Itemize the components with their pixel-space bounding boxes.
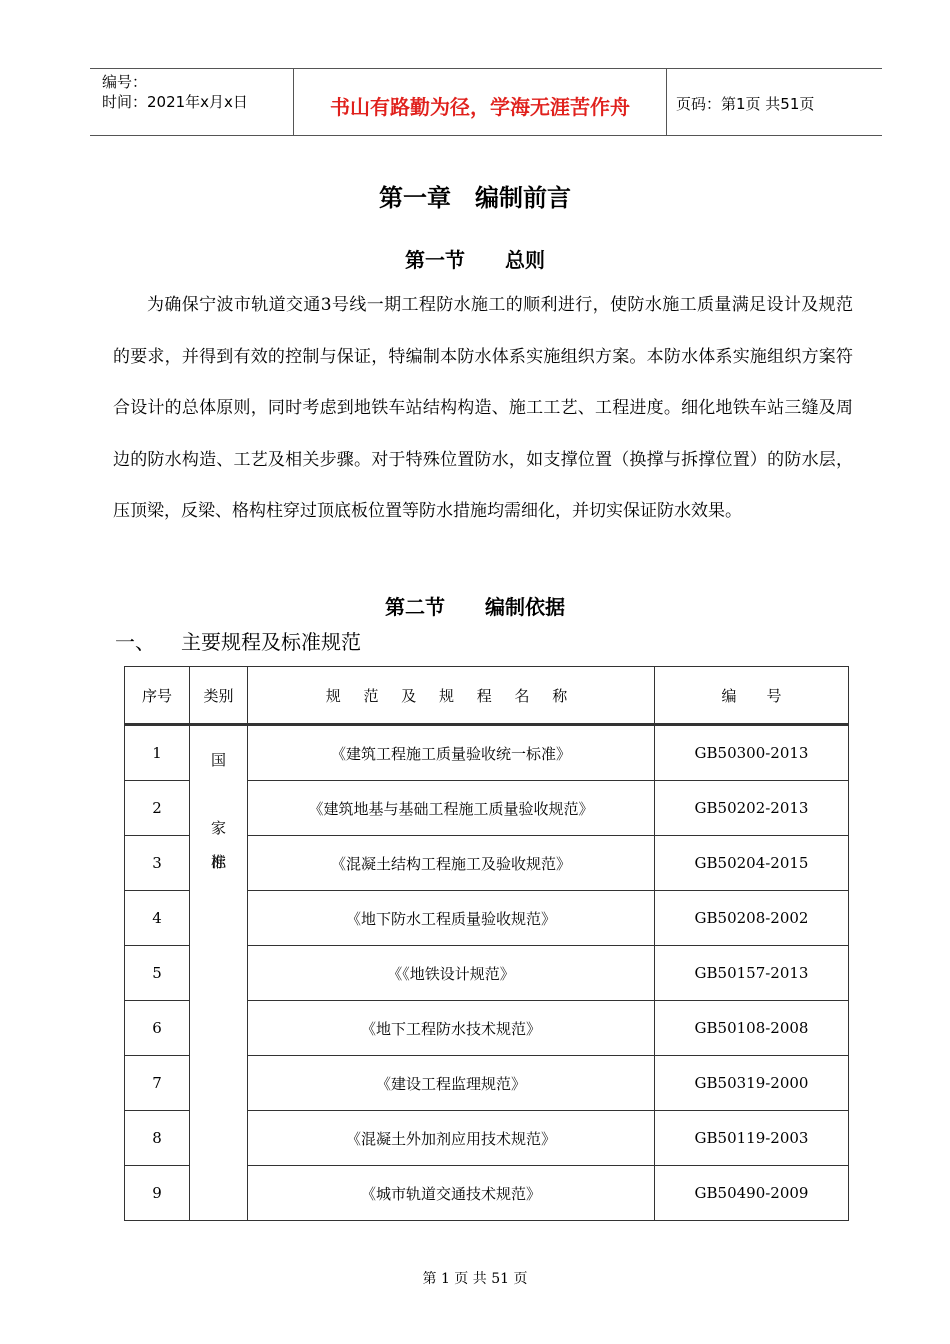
header-meta xyxy=(102,72,248,112)
header-code: 编 号 xyxy=(655,667,849,725)
row-code: GB50204-2015 xyxy=(655,836,849,891)
row-seq: 7 xyxy=(125,1056,190,1111)
row-name: 《地下防水工程质量验收规范》 xyxy=(248,891,655,946)
row-code: GB50119-2003 xyxy=(655,1111,849,1166)
row-seq: 6 xyxy=(125,1001,190,1056)
row-seq: 2 xyxy=(125,781,190,836)
row-seq: 4 xyxy=(125,891,190,946)
category-line: 国家 xyxy=(210,751,226,837)
row-name: 《城市轨道交通技术规范》 xyxy=(248,1166,655,1221)
subheading-number: 一、 xyxy=(115,630,155,654)
row-code: GB50157-2013 xyxy=(655,946,849,1001)
chapter-title: 第一章 编制前言 xyxy=(379,184,571,212)
row-name: 《建设工程监理规范》 xyxy=(248,1056,655,1111)
header-bottom-rule xyxy=(90,135,882,136)
subheading-title: 主要规程及标准规范 xyxy=(181,630,361,654)
row-seq: 5 xyxy=(125,946,190,1001)
header-divider xyxy=(666,68,667,136)
section-number: 第二节 xyxy=(385,595,445,619)
row-seq: 3 xyxy=(125,836,190,891)
row-code: GB50108-2008 xyxy=(655,1001,849,1056)
body-paragraph: 为确保宁波市轨道交通3号线一期工程防水施工的顺利进行，使防水施工质量满足设计及规范的要求，并得到有效的控制与保证，特编制本防水体系实施组织方案。本防水体系实施组织方案符合设计的总体原则，同时考虑到地铁车站结构构造、施工工艺、工程进度。细化地铁车站三缝及周边的防水构造、工艺及相关步骤。对于特殊位置防水，如支撑位置（换撑与拆撑位置）的防水层，压顶梁，反梁、格构柱穿过顶底板位置等防水措施均需细化，并切实保证防水效果。 xyxy=(113,295,853,521)
code-label: 编号： xyxy=(102,73,148,91)
section-heading-general xyxy=(0,244,950,273)
row-name: 《混凝土结构工程施工及验收规范》 xyxy=(248,836,655,891)
row-name: 《《地铁设计规范》 xyxy=(248,946,655,1001)
header-page-info: 页码：第1页 共51页 xyxy=(676,95,815,113)
table-row xyxy=(125,726,849,781)
header-seq: 序号 xyxy=(125,667,190,725)
header-name: 规 范 及 规 程 名 称 xyxy=(248,667,655,725)
row-name: 《建筑工程施工质量验收统一标准》 xyxy=(248,726,655,781)
section-number: 第一节 xyxy=(405,248,465,272)
section-title: 编制依据 xyxy=(485,595,565,619)
row-seq: 8 xyxy=(125,1111,190,1166)
subheading xyxy=(115,626,361,655)
header-top-rule xyxy=(90,68,882,69)
row-seq: 1 xyxy=(125,726,190,781)
section-heading-basis xyxy=(0,591,950,620)
row-name: 《地下工程防水技术规范》 xyxy=(248,1001,655,1056)
row-code: GB50319-2000 xyxy=(655,1056,849,1111)
section-title: 总则 xyxy=(505,248,545,272)
time-label: 时间：2021年x月x日 xyxy=(102,93,248,111)
row-code: GB50490-2009 xyxy=(655,1166,849,1221)
header-category: 类别 xyxy=(190,667,248,725)
row-code: GB50208-2002 xyxy=(655,891,849,946)
row-name: 《建筑地基与基础工程施工质量验收规范》 xyxy=(248,781,655,836)
row-seq: 9 xyxy=(125,1166,190,1221)
row-code: GB50300-2013 xyxy=(655,726,849,781)
header-motto: 书山有路勤为径，学海无涯苦作舟 xyxy=(330,95,630,119)
standards-table xyxy=(124,666,849,1221)
table-header-row xyxy=(125,667,849,725)
category-cell: 国家 标准 xyxy=(190,726,248,1221)
page-footer: 第 1 页 共 51 页 xyxy=(422,1271,528,1287)
row-name: 《混凝土外加剂应用技术规范》 xyxy=(248,1111,655,1166)
row-code: GB50202-2013 xyxy=(655,781,849,836)
